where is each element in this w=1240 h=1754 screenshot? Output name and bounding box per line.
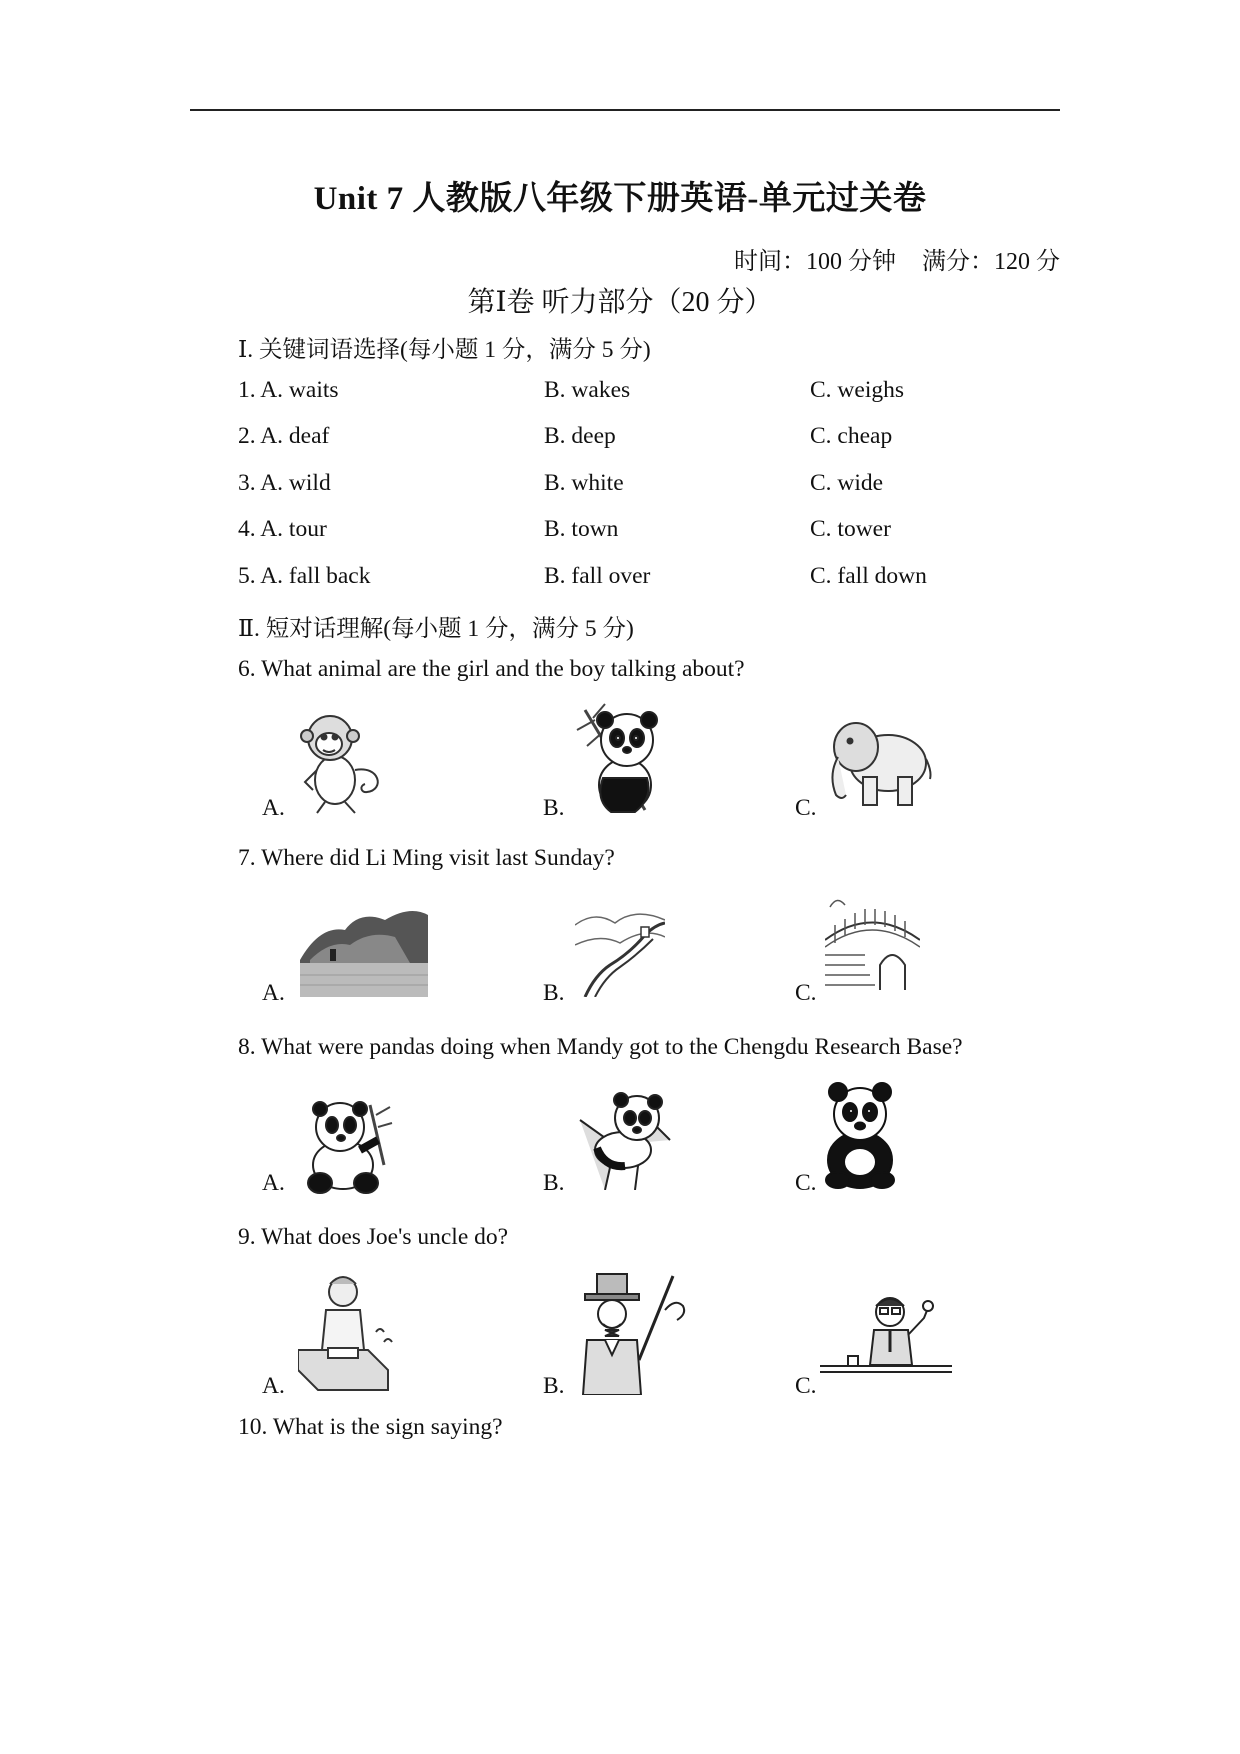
option-b: B. town <box>544 516 619 542</box>
option-b: B. wakes <box>544 377 631 403</box>
option-b: B. deep <box>544 423 616 449</box>
question-text: 6. What animal are the girl and the boy talking about? <box>238 656 745 682</box>
option-label-b: B. <box>543 795 565 821</box>
stone-bridge-icon <box>825 895 920 995</box>
question-text: 8. What were pandas doing when Mandy got to the Chengdu Research Base? <box>238 1034 963 1060</box>
option-label-c: C. <box>795 795 817 821</box>
question-text: 9. What does Joe's uncle do? <box>238 1224 509 1250</box>
question-text: 10. What is the sign saying? <box>238 1414 503 1440</box>
option-a: 5. A. fall back <box>238 563 371 589</box>
panda-bamboo-icon <box>575 700 675 815</box>
option-a: 2. A. deaf <box>238 423 330 449</box>
option-a: 1. A. waits <box>238 377 339 403</box>
option-c: C. fall down <box>810 563 927 589</box>
section2-heading: Ⅱ. 短对话理解(每小题 1 分，满分 5 分) <box>238 616 634 642</box>
lake-island-icon <box>300 905 428 997</box>
teacher-icon <box>820 1290 952 1390</box>
option-label-c: C. <box>795 980 817 1006</box>
panda-eating-icon <box>298 1095 393 1195</box>
magician-icon <box>575 1270 690 1395</box>
exam-meta <box>734 241 1060 276</box>
section1-heading: Ⅰ. 关键词语选择(每小题 1 分，满分 5 分) <box>238 337 651 363</box>
option-label-b: B. <box>543 1170 565 1196</box>
option-label-b: B. <box>543 980 565 1006</box>
option-a: 3. A. wild <box>238 470 331 496</box>
page-title: Unit 7 人教版八年级下册英语-单元过关卷 <box>313 181 927 217</box>
option-label-c: C. <box>795 1170 817 1196</box>
piano-player-icon <box>298 1270 398 1392</box>
option-label-a: A. <box>262 1170 285 1196</box>
exam-time: 时间：100 分钟 <box>734 249 896 275</box>
elephant-icon <box>818 715 933 810</box>
option-label-c: C. <box>795 1373 817 1399</box>
option-label-a: A. <box>262 1373 285 1399</box>
part-title: 第Ⅰ卷 听力部分（20 分） <box>467 287 773 318</box>
header-rule <box>190 109 1060 111</box>
option-c: C. tower <box>810 516 891 542</box>
option-label-a: A. <box>262 795 285 821</box>
monkey-icon <box>295 710 385 815</box>
option-label-b: B. <box>543 1373 565 1399</box>
option-label-a: A. <box>262 980 285 1006</box>
option-c: C. cheap <box>810 423 893 449</box>
option-c: C. weighs <box>810 377 904 403</box>
exam-score: 满分：120 分 <box>922 249 1060 275</box>
question-text: 7. Where did Li Ming visit last Sunday? <box>238 845 615 871</box>
panda-climbing-icon <box>575 1090 675 1190</box>
option-a: 4. A. tour <box>238 516 327 542</box>
option-b: B. fall over <box>544 563 651 589</box>
option-b: B. white <box>544 470 624 496</box>
great-wall-icon <box>575 905 665 997</box>
option-c: C. wide <box>810 470 884 496</box>
panda-sitting-icon <box>818 1080 903 1190</box>
